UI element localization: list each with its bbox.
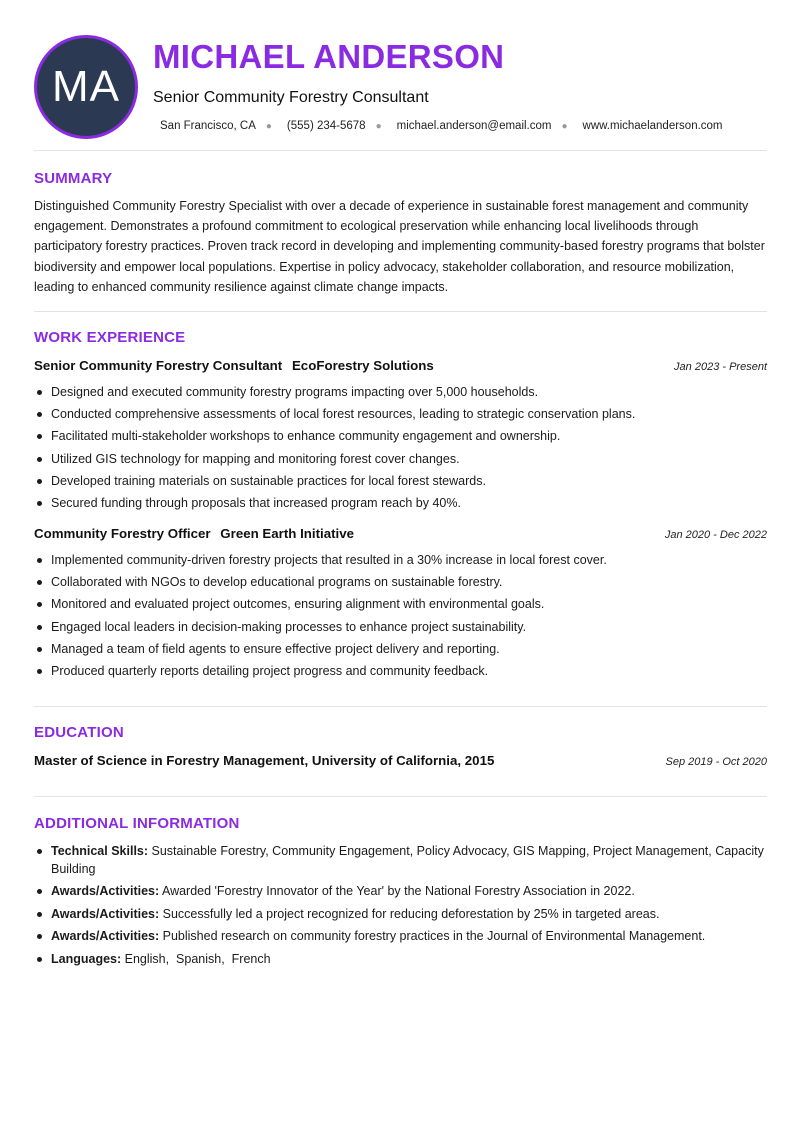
job-header: [34, 526, 767, 541]
list-item: Engaged local leaders in decision-making processes to enhance project sustainability.: [34, 616, 769, 638]
list-item: Secured funding through proposals that increased program reach by 40%.: [34, 492, 769, 514]
additional-list: [34, 842, 769, 972]
list-item: Designed and executed community forestry programs impacting over 5,000 households.: [34, 381, 769, 403]
job-company: Green Earth Initiative: [220, 526, 355, 541]
list-item: [34, 842, 769, 878]
item-label: Awards/Activities:: [51, 884, 160, 899]
contact-email[interactable]: michael.anderson@email.com: [396, 120, 552, 132]
summary-heading: SUMMARY: [34, 170, 113, 187]
candidate-name: MICHAEL ANDERSON: [153, 38, 505, 75]
list-item: [34, 950, 769, 968]
job-company: EcoForestry Solutions: [291, 358, 434, 373]
item-text: English, Spanish, French: [124, 951, 271, 966]
list-item: [34, 905, 769, 923]
job-title-line: [34, 526, 354, 541]
item-text: Successfully led a project recognized for reducing deforestation by 25% in targeted areas.: [162, 906, 660, 921]
contact-website[interactable]: www.michaelanderson.com: [582, 120, 723, 132]
list-item: Utilized GIS technology for mapping and monitoring forest cover changes.: [34, 448, 769, 470]
list-item: Implemented community-driven forestry projects that resulted in a 30% increase in local forest cover.: [34, 549, 769, 571]
job-title-line: [34, 358, 434, 373]
divider: [34, 706, 767, 707]
candidate-title: Senior Community Forestry Consultant: [153, 89, 429, 106]
experience-heading: WORK EXPERIENCE: [34, 329, 186, 346]
list-item: [34, 882, 769, 900]
item-text: Awarded 'Forestry Innovator of the Year' by the National Forestry Association in 2022.: [161, 884, 635, 899]
bullet-separator-icon: ●: [265, 120, 272, 132]
divider: [34, 796, 767, 797]
contact-phone[interactable]: (555) 234-5678: [286, 120, 366, 132]
avatar: [34, 35, 138, 139]
education-dates: Sep 2019 - Oct 2020: [665, 756, 767, 768]
divider: [34, 150, 767, 151]
item-label: Technical Skills:: [51, 844, 149, 858]
job-header: [34, 358, 767, 373]
job-dates: Jan 2023 - Present: [674, 361, 767, 373]
avatar-initials: MA: [52, 62, 120, 111]
bullet-separator-icon: ●: [375, 120, 382, 132]
education-row: [34, 753, 767, 768]
item-text: Published research on community forestry practices in the Journal of Environmental Management.: [162, 929, 706, 944]
list-item: Monitored and evaluated project outcomes, ensuring alignment with environmental goals.: [34, 593, 769, 615]
item-text: Sustainable Forestry, Community Engagement, Policy Advocacy, GIS Mapping, Project Management, Capacity Building: [51, 844, 764, 876]
job-dates: Jan 2020 - Dec 2022: [664, 529, 767, 541]
bullet-separator-icon: ●: [561, 120, 568, 132]
item-label: Languages:: [51, 951, 122, 966]
summary-text: Distinguished Community Forestry Specialist with over a decade of experience in sustainable forest management and community engagement. Demonstrates a profound commitment to ecological preservation while enhancing local livelihoods through participatory forestry practices. Proven track record in developing and implementing community-based forestry programs that bolster biodiversity and empower local populations. Expertise in policy advocacy, stakeholder collaboration, and resource mobilization, leading to enhanced community resilience against climate change impacts.: [34, 199, 765, 294]
education-degree: Master of Science in Forestry Management, University of California, 2015: [34, 753, 495, 768]
contact-location: San Francisco, CA: [160, 120, 256, 132]
item-label: Awards/Activities:: [51, 906, 160, 921]
additional-heading: ADDITIONAL INFORMATION: [34, 815, 240, 832]
item-label: Awards/Activities:: [51, 929, 160, 944]
job-title: Senior Community Forestry Consultant: [34, 358, 283, 373]
list-item: Collaborated with NGOs to develop educational programs on sustainable forestry.: [34, 571, 769, 593]
job-bullets: [34, 549, 769, 682]
list-item: Produced quarterly reports detailing project progress and community feedback.: [34, 660, 769, 682]
list-item: Conducted comprehensive assessments of local forest resources, leading to strategic conservation plans.: [34, 403, 769, 425]
job-title: Community Forestry Officer: [34, 526, 211, 541]
education-heading: EDUCATION: [34, 724, 124, 741]
job-bullets: [34, 381, 769, 514]
list-item: Facilitated multi-stakeholder workshops to enhance community engagement and ownership.: [34, 425, 769, 447]
divider: [34, 311, 767, 312]
list-item: [34, 927, 769, 945]
list-item: Developed training materials on sustainable practices for local forest stewards.: [34, 470, 769, 492]
list-item: Managed a team of field agents to ensure effective project delivery and reporting.: [34, 638, 769, 660]
contact-bar: [160, 120, 723, 132]
